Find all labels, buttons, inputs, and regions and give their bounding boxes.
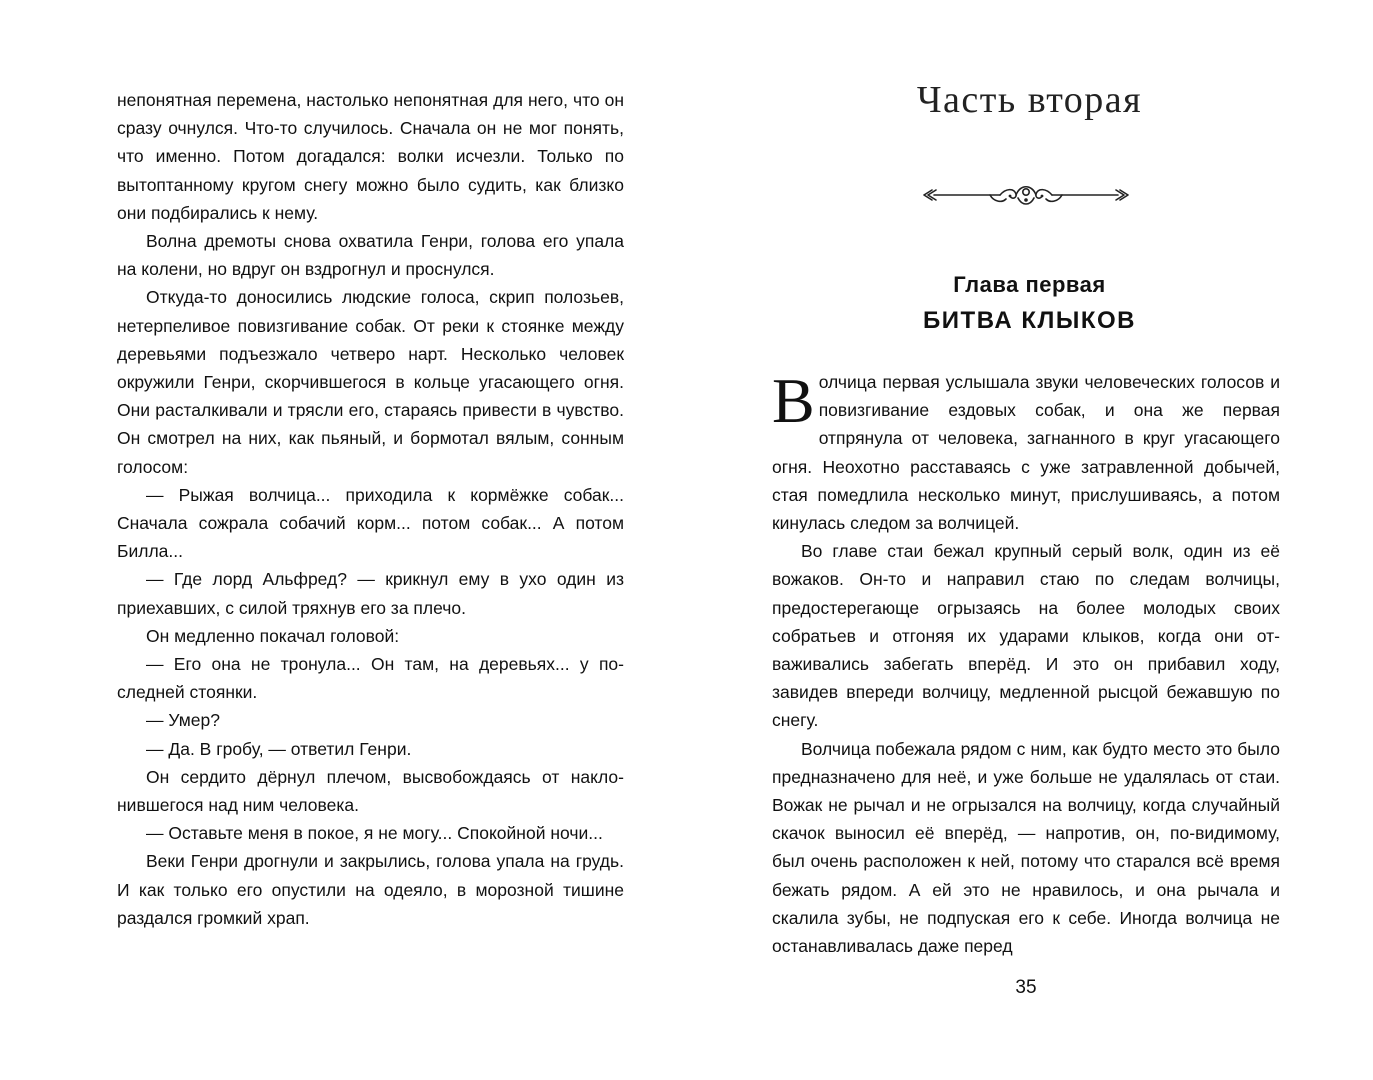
left-paragraph-11: — Оставьте меня в покое, я не могу... Спокойной ночи... [146, 823, 603, 844]
floral-divider-ornament-icon [922, 178, 1130, 212]
right-page-text [772, 365, 1280, 960]
chapter-label: Глава первая [953, 272, 1106, 297]
left-paragraph-10: Он сердито дёрнул плечом, высвобождаясь от наклонившегося над ним человека. [117, 766, 624, 816]
right-paragraph-1 [772, 365, 1280, 537]
left-paragraph-12: Веки Генри дрогнули и закрылись, голова упала на грудь. И как только его опустили на одеяло, в морозной тишине раздался громкий храп. [117, 851, 624, 928]
left-paragraph-5: — Где лорд Альфред? — крикнул ему в ухо один из приехавших, с силой тряхнув его за плечо. [117, 569, 624, 618]
left-paragraph-2: Волна дремоты снова охватила Генри, голова его упала на колени, но вдруг он вздрогнул и проснулся. [117, 231, 624, 280]
left-page [0, 0, 686, 1080]
chapter-title: БИТВА КЛЫКОВ [923, 307, 1136, 334]
part-title: Часть вторая [916, 79, 1143, 121]
left-paragraph-1: непонятная перемена, настолько непонятная для него, что он сразу очнулся. Что-то случилось. Сначала он не мог понять, что именно. Потом догадался: волки исчезли. Только по вытоптанному кругом снегу можно было судить, как близко они подбирались к нему. [117, 90, 624, 223]
right-paragraph-2: Во главе стаи бежал крупный серый волк, один из её вожаков. Он-то и направил стаю по следам волчицы, предостерегающе огрызаясь на более молодых своих собратьев и отгоняя их ударами клыков, когда они отваживались забегать вперёд. И это он прибавил ходу, завидев впереди волчицу, медленной рысцой бежавшую по снегу. [772, 541, 1280, 731]
left-paragraph-7: — Его она не тронула... Он там, на деревьях... у последней стоянки. [117, 654, 624, 703]
right-page [686, 0, 1373, 1080]
drop-cap: В [772, 365, 815, 436]
left-paragraph-8: — Умер? [146, 710, 220, 731]
left-paragraph-4: — Рыжая волчица... приходила к кормёжке собак... Сначала сожрала собачий корм... потом собак... А потом Билла... [117, 484, 624, 562]
left-paragraph-3: Откуда-то доносились людские голоса, скрип полозьев, нетерпеливое повизгивание собак. От реки к стоянке между деревьями подъезжало четверо нарт. Несколько человек окружили Генри, скорчившегося в кольце угасающего огня. Они расталкивали и трясли его, стараясь привести в чувство. Он смотрел на них, как пьяный, и бормотал вялым, сонным голосом: [117, 287, 624, 477]
first-paragraph-rest: олчица первая услышала звуки человеческих голосов и повизгивание ездовых собак, и она же первая отпрянула от человека, загнанного в круг угасающего огня. Неохотно расставаясь с уже затравленной добычей, стая помедлила несколько минут, прислушиваясь, а потом кинулась следом за волчицей. [772, 372, 1280, 534]
left-page-text [117, 86, 624, 932]
right-paragraph-3: Волчица побежала рядом с ним, как будто место это было предназначено для неё, и уже больше не удалялась от стаи. Вожак не рычал и не огрызался на волчицу, когда случайный скачок выносил её вперёд, — напротив, он, по-видимому, был очень расположен к ней, потому что старался всё время бежать рядом. А ей это не нравилось, и она рычала и скалила зубы, не подпуская его к себе. Иногда волчица не останавливалась даже перед [772, 738, 1280, 957]
left-paragraph-9: — Да. В гробу, — ответил Генри. [146, 738, 412, 759]
page-number: 35 [1015, 977, 1037, 998]
left-paragraph-6: Он медленно покачал головой: [146, 625, 400, 646]
